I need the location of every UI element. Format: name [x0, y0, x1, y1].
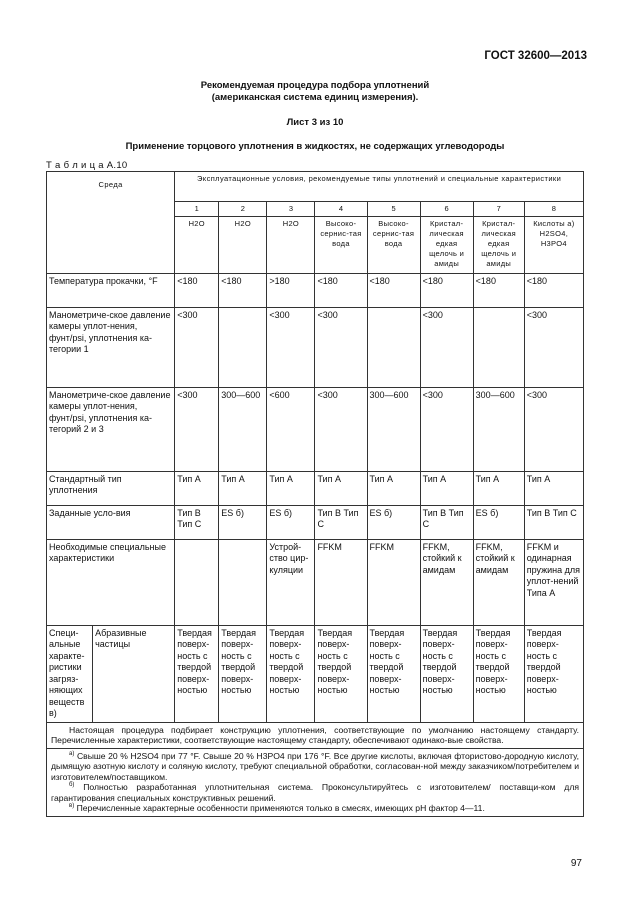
title-line-1: Рекомендуемая процедура подбора уплотнений	[200, 80, 430, 91]
row-label: Необходимые специальные характеристики	[47, 539, 175, 625]
group-label: Специ-альные характе-ристики загряз-няющих веществ в)	[47, 625, 93, 722]
document-title	[0, 80, 630, 104]
standard-number: ГОСТ 32600—2013	[484, 50, 587, 62]
cell: <300	[175, 307, 219, 387]
application-title: Применение торцового уплотнения в жидкостях, не содержащих углеводороды	[125, 141, 505, 152]
col-num: 6	[420, 202, 473, 217]
cell: Твердая поверх-ность с твердой поверх-ностью	[420, 625, 473, 722]
footnote-mark: а)	[69, 750, 75, 757]
cell: Тип А	[367, 471, 420, 505]
table-row	[47, 307, 584, 387]
table-row	[47, 387, 584, 471]
col-num: 4	[315, 202, 367, 217]
cell: FFKM и одинарная пружина для уплот-нений Типа А	[524, 539, 583, 625]
media-cell: Высоко-сернис-тая вода	[315, 216, 367, 273]
row-label: Стандартный тип уплотнения	[47, 471, 175, 505]
header-conditions: Эксплуатационные условия, рекомендуемые типы уплотнений и специальные характеристики	[175, 172, 584, 202]
cell: Тип А	[524, 471, 583, 505]
cell: <180	[420, 273, 473, 307]
row-label: Манометриче-ское давление камеры уплот-нения, фунт/psi, уплотнения ка-тегории 1	[47, 307, 175, 387]
cell: Твердая поверх-ность с твердой поверх-ностью	[175, 625, 219, 722]
cell: <300	[267, 307, 315, 387]
cell: Тип А	[267, 471, 315, 505]
cell: <180	[175, 273, 219, 307]
cell: Тип В Тип С	[524, 505, 583, 539]
cell: <180	[473, 273, 524, 307]
row-label: Температура прокачки, °F	[47, 273, 175, 307]
cell	[175, 539, 219, 625]
cell: <300	[175, 387, 219, 471]
cell: <300	[420, 387, 473, 471]
col-num: 1	[175, 202, 219, 217]
cell: 300—600	[219, 387, 267, 471]
cell: Твердая поверх-ность с твердой поверх-ностью	[315, 625, 367, 722]
cell: ES б)	[367, 505, 420, 539]
cell: <300	[315, 307, 367, 387]
cell: <180	[524, 273, 583, 307]
selection-table	[46, 171, 584, 817]
note-main: Настоящая процедура подбирает конструкцию уплотнения, соответствующие по умолчанию настоящему стандарту. Перечисленные характеристики, соответствующие настоящему стандарту, обеспечивают одинако-вые свойства.	[47, 722, 584, 748]
media-cell: H2O	[219, 216, 267, 273]
cell: ES б)	[267, 505, 315, 539]
sheet-number: Лист 3 из 10	[286, 117, 344, 128]
cell: FFKM	[315, 539, 367, 625]
cell: <180	[315, 273, 367, 307]
cell: Тип А	[315, 471, 367, 505]
cell: FFKM, стойкий к амидам	[420, 539, 473, 625]
media-cell: H2O	[267, 216, 315, 273]
col-num: 3	[267, 202, 315, 217]
footnote-mark: в)	[69, 803, 75, 810]
table-row	[47, 505, 584, 539]
cell: >180	[267, 273, 315, 307]
media-cell: Высоко-сернис-тая вода	[367, 216, 420, 273]
table-row	[47, 471, 584, 505]
cell	[473, 307, 524, 387]
title-line-2: (американская система единиц измерения).	[211, 92, 419, 103]
cell: Тип А	[219, 471, 267, 505]
media-cell: Кристал-лическая едкая щелочь и амиды	[473, 216, 524, 273]
cell: ES б)	[473, 505, 524, 539]
col-num: 2	[219, 202, 267, 217]
col-num: 8	[524, 202, 583, 217]
media-cell: Кристал-лическая едкая щелочь и амиды	[420, 216, 473, 273]
cell: Твердая поверх-ность с твердой поверх-ностью	[219, 625, 267, 722]
footnote-b: Полностью разработанная уплотнительная система. Проконсультируйтесь с изготовителем/ поставщи-ком для гарантирования специальных конструктивных решений.	[51, 782, 579, 803]
cell: Тип А	[175, 471, 219, 505]
col-num: 7	[473, 202, 524, 217]
row-label: Абразивные частицы	[93, 625, 175, 722]
media-cell: H2O	[175, 216, 219, 273]
table-row	[47, 539, 584, 625]
row-label: Манометриче-ское давление камеры уплот-нения, фунт/psi, уплотнения ка-тегорий 2 и 3	[47, 387, 175, 471]
cell: <180	[219, 273, 267, 307]
cell: Твердая поверх-ность с твердой поверх-ностью	[473, 625, 524, 722]
cell: <300	[315, 387, 367, 471]
col-num: 5	[367, 202, 420, 217]
footnote-c: Перечисленные характерные особенности применяются только в смесях, имеющих pH фактор 4—11.	[76, 803, 485, 813]
cell: <600	[267, 387, 315, 471]
row-label: Заданные усло-вия	[47, 505, 175, 539]
cell: Тип А	[473, 471, 524, 505]
footnote-mark: б)	[69, 782, 75, 789]
cell: FFKM, стойкий к амидам	[473, 539, 524, 625]
table-row	[47, 273, 584, 307]
cell: Устрой-ство цир-куляции	[267, 539, 315, 625]
media-cell: Кислоты а) H2SO4, H3PO4	[524, 216, 583, 273]
cell	[367, 307, 420, 387]
footnote-a: Свыше 20 % H2SO4 при 77 °F. Свыше 20 % H3PO4 при 176 °F. Все другие кислоты, включая фтористово-дородную кислоту, дымящую азотную кислоту и соляную кислоту, требуют специальной обработки, согласован-ной между заказчиком/потребителем и изготовителем/поставщиком.	[51, 750, 580, 782]
header-medium: Среда	[47, 172, 175, 274]
cell: Твердая поверх-ность с твердой поверх-ностью	[367, 625, 420, 722]
cell: <300	[420, 307, 473, 387]
cell: Твердая поверх-ность с твердой поверх-ностью	[524, 625, 583, 722]
cell: 300—600	[473, 387, 524, 471]
cell	[219, 307, 267, 387]
footnotes	[47, 748, 584, 816]
cell	[219, 539, 267, 625]
cell: <300	[524, 387, 583, 471]
table-label: Т а б л и ц а А.10	[46, 160, 128, 171]
cell: Тип В Тип С	[315, 505, 367, 539]
table-row	[47, 625, 584, 722]
cell: Тип А	[420, 471, 473, 505]
cell: FFKM	[367, 539, 420, 625]
cell: 300—600	[367, 387, 420, 471]
cell: <180	[367, 273, 420, 307]
cell: Твердая поверх-ность с твердой поверх-ностью	[267, 625, 315, 722]
page-number: 97	[570, 858, 582, 869]
cell: <300	[524, 307, 583, 387]
cell: Тип В Тип С	[420, 505, 473, 539]
cell: ES б)	[219, 505, 267, 539]
cell: Тип В Тип С	[175, 505, 219, 539]
